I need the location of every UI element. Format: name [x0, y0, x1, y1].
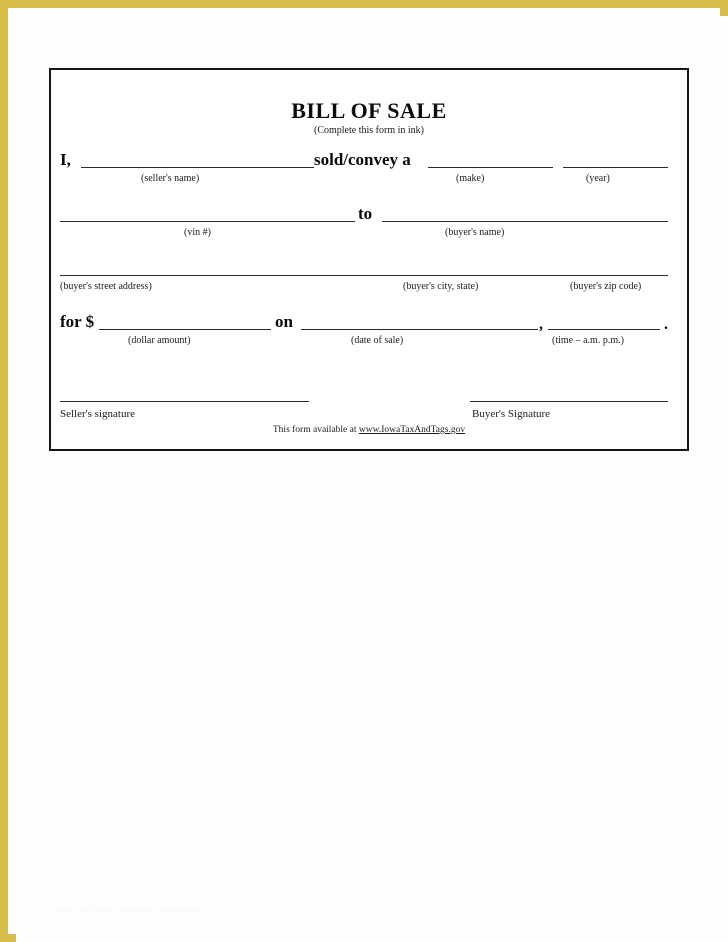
caption-make: (make) [456, 173, 485, 184]
field-date-of-sale[interactable] [301, 329, 538, 330]
caption-vin: (vin #) [184, 227, 211, 238]
row-signatures [51, 382, 687, 420]
label-sold-convey: sold/convey a [314, 150, 411, 169]
caption-buyer-zip: (buyer's zip code) [570, 281, 642, 292]
footer-text: This form available at [272, 425, 359, 435]
row-price-date-time [51, 310, 687, 344]
form-subtitle: (Complete this form in ink) [314, 125, 424, 136]
form-title: BILL OF SALE [291, 98, 447, 123]
label-to: to [358, 204, 373, 223]
page-watermark: sample form template preview [54, 904, 200, 916]
paper-sheet [16, 16, 728, 942]
row-seller-vehicle [51, 148, 687, 182]
bill-of-sale-form [49, 68, 689, 451]
field-make[interactable] [428, 167, 553, 168]
caption-seller-signature: Seller's signature [60, 408, 135, 420]
field-seller-name[interactable] [81, 167, 314, 168]
caption-dollar-amount: (dollar amount) [128, 335, 191, 346]
row-vin-buyer [51, 202, 687, 236]
field-time-of-sale[interactable] [548, 329, 660, 330]
row-buyer-address [51, 256, 687, 290]
field-buyer-signature[interactable] [470, 401, 668, 402]
field-seller-signature[interactable] [60, 401, 309, 402]
caption-buyer-name: (buyer's name) [445, 227, 505, 238]
field-buyer-address[interactable] [60, 275, 668, 276]
label-for-dollar: for $ [60, 312, 95, 331]
caption-buyer-signature: Buyer's Signature [472, 408, 551, 420]
field-dollar-amount[interactable] [99, 329, 271, 330]
footer-url[interactable]: www.IowaTaxAndTags.gov [358, 425, 466, 435]
caption-seller-name: (seller's name) [141, 173, 200, 184]
field-year[interactable] [563, 167, 668, 168]
caption-date-of-sale: (date of sale) [351, 335, 404, 346]
label-i: I, [60, 150, 71, 169]
punct-comma: , [539, 316, 543, 333]
label-on: on [275, 312, 293, 331]
caption-buyer-street: (buyer's street address) [60, 281, 152, 292]
caption-time-of-sale: (time – a.m. p.m.) [552, 335, 624, 346]
field-buyer-name[interactable] [382, 221, 668, 222]
caption-year: (year) [586, 173, 610, 184]
form-footer [51, 425, 687, 435]
punct-period: . [664, 316, 668, 333]
caption-buyer-city-state: (buyer's city, state) [403, 281, 479, 292]
field-vin[interactable] [60, 221, 355, 222]
